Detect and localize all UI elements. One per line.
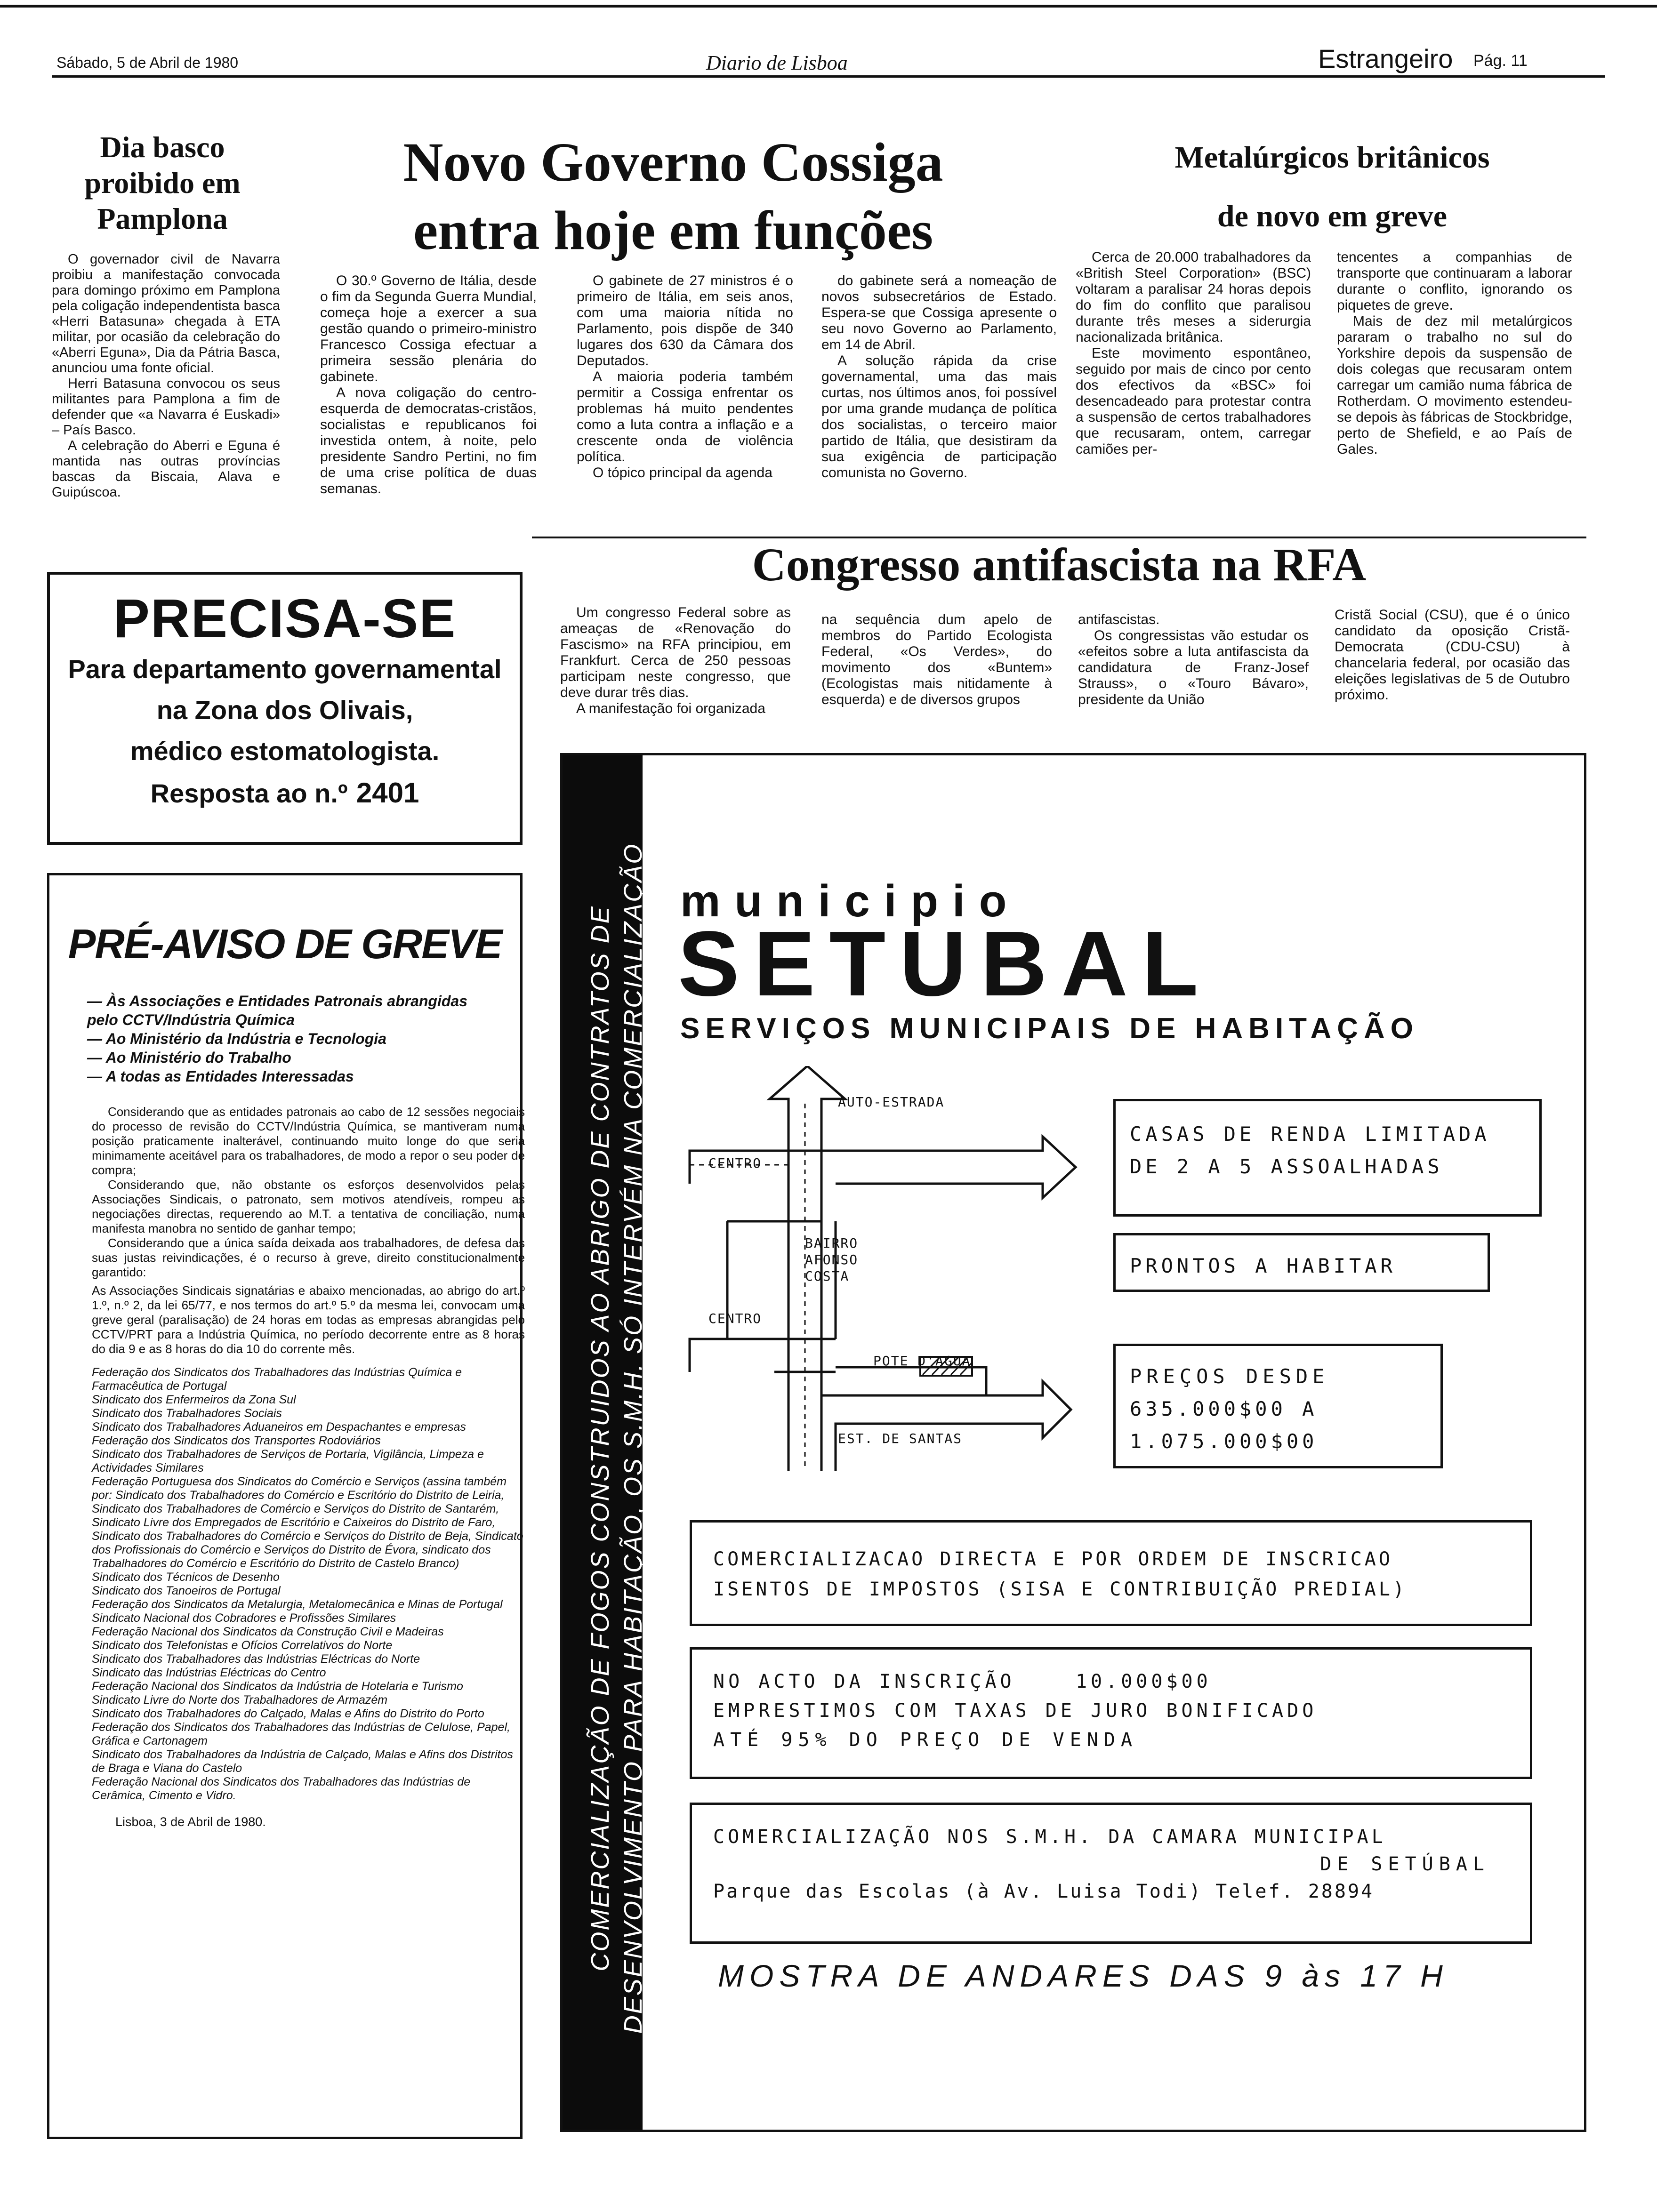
signatory: Sindicato Livre do Norte dos Trabalhadores de Armazém [92, 1693, 388, 1707]
mostra-andares: MOSTRA DE ANDARES DAS 9 às 17 H [718, 1958, 1448, 1993]
precisa-ref-label: Resposta ao n.º [150, 778, 348, 808]
smh-line-1: COMERCIALIZAÇÃO NOS S.M.H. DA CAMARA MUNICIPAL [713, 1826, 1386, 1848]
renda-line-2: DE 2 A 5 ASSOALHADAS [1130, 1155, 1443, 1178]
map-auto-estrada: AUTO-ESTRADA [838, 1094, 945, 1110]
map-bairro-3: COSTA [805, 1268, 850, 1284]
acto-line-2: EMPRESTIMOS COM TAXAS DE JURO BONIFICADO [713, 1700, 1318, 1722]
basco-headline: Dia basco proibido em Pamplona [84, 130, 241, 235]
signatory: Sindicato dos Trabalhadores de Serviços de Portaria, Vigilância, Limpeza e Actividades Similares [92, 1448, 484, 1475]
basco-p3: A celebração do Aberri e Eguna é mantida nas outras províncias bascas da Biscaia, Alava e Guipúscoa. [52, 438, 280, 500]
precos-line-2: 635.000$00 A [1130, 1397, 1318, 1420]
smh-line-3: Parque das Escolas (à Av. Luisa Todi) Telef. 28894 [713, 1881, 1375, 1902]
rfa-col1-p2: A manifestação foi organizada [576, 701, 765, 716]
cossiga-col3-p1: do gabinete será a nomeação de novos subsecretários de Estado. Espera-se que Cossiga apresente o seu novo Governo ao Parlamento, em 14 de Abril. [821, 273, 1057, 353]
cossiga-col2-p1: O gabinete de 27 ministros é o primeiro de Itália, em seis anos, com uma maioria nítida no Parlamento, pois dispõe de 340 lugares dos 630 da Câmara dos Deputados. [577, 273, 793, 369]
signatory: Federação dos Sindicatos dos Trabalhadores das Indústrias Química e Farmacêutica de Portugal [92, 1366, 462, 1393]
municipio-label: municipio [680, 876, 1021, 926]
cossiga-col3-p2: A solução rápida da crise governamental, uma das mais curtas, nos últimos anos, foi possível por uma grande mudança de política dos socialistas, o terceiro maior partido de Itália, que desistiram da sua exigência de participação comunista no Governo. [821, 353, 1057, 481]
signatory: Sindicato dos Trabalhadores Aduaneiros em Despachantes e empresas [92, 1420, 466, 1434]
rfa-col1 [560, 605, 791, 717]
metal-headline-1: Metalúrgicos britânicos [1174, 140, 1490, 175]
prontos-line: PRONTOS A HABITAR [1130, 1254, 1396, 1277]
cossiga-col1-p1: O 30.º Governo de Itália, desde o fim da Segunda Guerra Mundial, começa hoje a exercer a sua gestão quando o primeiro-ministro Francesco Cossiga efectuar a primeira sessão plenária do gabinete. [320, 273, 537, 385]
precisa-line3: médico estomatologista. [130, 736, 440, 766]
rfa-col3-p1: antifascistas. [1078, 612, 1160, 627]
map-pote: POTE D'AGUA [873, 1353, 971, 1369]
cossiga-headline-1: Novo Governo Cossiga [403, 131, 943, 193]
signatory: Sindicato dos Tanoeiros de Portugal [92, 1584, 281, 1597]
precisa-line4 [50, 777, 520, 809]
header-rule [52, 75, 1605, 78]
setubal-title: SETUBAL [678, 912, 1213, 1015]
setubal-subtitle: SERVIÇOS MUNICIPAIS DE HABITAÇÃO [680, 1012, 1419, 1045]
greve-notice [47, 873, 523, 2139]
acto-line-3: ATÉ 95% DO PREÇO DE VENDA [713, 1729, 1138, 1751]
rfa-col4-p1: Cristã Social (CSU), que é o único candidato da oposição Cristã-Democrata (CDU-CSU) à chancelaria federal, por ocasião das eleições legislativas de 5 de Outubro próximo. [1335, 607, 1570, 703]
signatory: Sindicato dos Trabalhadores Sociais [92, 1407, 282, 1420]
signatory: Sindicato das Indústrias Eléctricas do Centro [92, 1666, 326, 1679]
precisa-ad [47, 572, 523, 845]
signatory: Sindicato dos Trabalhadores do Calçado, Malas e Afins do Distrito do Porto [92, 1707, 484, 1720]
signatory: Sindicato dos Trabalhadores da Indústria de Calçado, Malas e Afins dos Distritos de Braga e Viana do Castelo [92, 1748, 513, 1775]
smh-line-2: DE SETÚBAL [1320, 1853, 1490, 1875]
basco-p1: O governador civil de Navarra proibiu a manifestação convocada para domingo próximo em Pamplona pela coligação independentista basca «Herri Batasuna» chegada à ETA militar, por ocasião da celebração do «Aberri Eguna», Dia da Pátria Basca, anunciou uma fonte oficial. [52, 252, 280, 376]
precisa-line1: Para departamento governamental [68, 654, 502, 684]
precos-line-1: PREÇOS DESDE [1130, 1365, 1329, 1388]
location-map [680, 1066, 1174, 1471]
comerc-line-1: COMERCIALIZACAO DIRECTA E POR ORDEM DE INSCRICAO [713, 1548, 1393, 1570]
greve-signatories [92, 1366, 525, 1803]
cossiga-col2-p2: A maioria poderia também permitir a Cossiga enfrentar os problemas há muito pendentes como a luta contra a inflação e a crescente onda de violência política. [577, 369, 793, 465]
greve-body-p2: Considerando que, não obstante os esforços desenvolvidos pelas Associações Sindicais, o patronato, sem motivos atendíveis, rompeu as negociações directas, requerendo ao M.T. a tentativa de conciliação, numa manifesta manobra no sentido de ganhar tempo; [92, 1178, 525, 1235]
cossiga-col2-p3: O tópico principal da agenda [593, 465, 772, 481]
metal-col1 [1076, 249, 1311, 457]
map-centro-1: CENTRO [708, 1155, 762, 1171]
greve-addressee-3: — Ao Ministério do Trabalho [87, 1049, 291, 1066]
masthead: Diario de Lisboa [706, 51, 848, 74]
greve-addressee-2: — Ao Ministério da Indústria e Tecnologia [87, 1030, 386, 1047]
renda-line-1: CASAS DE RENDA LIMITADA [1130, 1122, 1490, 1146]
basco-p2: Herri Batasuna convocou os seus militantes para Pamplona a fim de defender que «a Navarra é Euskadi» – País Basco. [52, 376, 280, 438]
greve-addressee-1: — Às Associações e Entidades Patronais abrangidas pelo CCTV/Indústria Química [87, 993, 467, 1028]
rfa-col2-p1: na sequência dum apelo de membros do Partido Ecologista Federal, «Os Verdes», do movimento dos «Buntem» (Ecologistas mais nitidamente à esquerda) e de diversos grupos [821, 612, 1052, 707]
inscricao-box [690, 1647, 1532, 1779]
metal-col2 [1337, 249, 1572, 457]
comercializacao-box [690, 1520, 1532, 1626]
signatory: Sindicato dos Telefonistas e Ofícios Correlativos do Norte [92, 1639, 393, 1652]
metal-headline-2: de novo em greve [1217, 199, 1448, 233]
greve-body-p3: Considerando que a única saída deixada aos trabalhadores, de defesa das suas justas reivindicações, é o recurso à greve, direito constitucionalmente garantido: [92, 1236, 525, 1279]
signatory: Federação dos Sindicatos dos Trabalhadores das Indústrias de Celulose, Papel, Gráfica e Cartonagem [92, 1721, 510, 1747]
rfa-col3 [1078, 612, 1309, 708]
signatory: Sindicato dos Trabalhadores das Indústrias Eléctricas do Norte [92, 1652, 420, 1666]
greve-signoff: Lisboa, 3 de Abril de 1980. [115, 1815, 266, 1829]
precisa-line2: na Zona dos Olivais, [156, 695, 413, 725]
signatory: Federação Nacional dos Sindicatos dos Trabalhadores das Indústrias de Cerâmica, Cimento e Vidro. [92, 1775, 471, 1802]
setubal-side-text-1: COMERCIALIZAÇÃO DE FOGOS CONSTRUIDOS AO ABRIGO DE CONTRATOS DE [586, 905, 614, 1972]
greve-addressees [87, 992, 483, 1086]
cossiga-col1-p2: A nova coligação do centro-esquerda de democratas-cristãos, socialistas e republicanos foi investida ontem, à noite, pelo presidente Sandro Pertini, no fim de uma crise política de duas semanas. [320, 385, 537, 497]
map-bairro-1: BAIRRO [805, 1235, 859, 1251]
rfa-headline: Congresso antifascista na RFA [752, 538, 1367, 591]
precisa-title: PRECISA-SE [113, 588, 457, 649]
precos-line-3: 1.075.000$00 [1130, 1430, 1318, 1453]
centro-road-lower [690, 1339, 836, 1372]
precos-box [1113, 1344, 1443, 1468]
comerc-line-2: ISENTOS DE IMPOSTOS (SISA E CONTRIBUIÇÃO PREDIAL) [713, 1579, 1408, 1600]
signatory: Sindicato dos Enfermeiros da Zona Sul [92, 1393, 296, 1406]
section-name: Estrangeiro [1318, 44, 1453, 73]
cossiga-headline-2: entra hoje em funções [413, 200, 933, 261]
map-roads [690, 1066, 1076, 1471]
cossiga-col1 [320, 273, 537, 497]
signatory: Federação Nacional dos Sindicatos da Indústria de Hotelaria e Turismo [92, 1680, 463, 1693]
setubal-side-text-2: DESENVOLVIMENTO PARA HABITAÇÃO, OS S.M.H. SÓ INTERVÉM NA COMERCIALIZAÇÃO [619, 842, 647, 2034]
basco-body [52, 252, 280, 500]
signatory: Federação dos Sindicatos da Metalurgia, Metalomecânica e Minas de Portugal [92, 1598, 503, 1611]
setubal-ad [560, 753, 1586, 2132]
top-rule [0, 5, 1657, 8]
header-date: Sábado, 5 de Abril de 1980 [56, 54, 239, 71]
rfa-col4 [1335, 607, 1570, 703]
cossiga-col3 [821, 273, 1057, 481]
greve-addressee-4: — A todas as Entidades Interessadas [87, 1068, 354, 1085]
rfa-col1-p1: Um congresso Federal sobre as ameaças de «Renovação do Fascismo» na RFA principiou, em Frankfurt. Cerca de 250 pessoas participam neste congresso, que deve durar três dias. [560, 605, 791, 700]
prontos-box [1113, 1233, 1490, 1292]
map-centro-2: CENTRO [708, 1311, 762, 1326]
signatory: Sindicato Nacional dos Cobradores e Profissões Similares [92, 1611, 396, 1625]
rfa-col3-p2: Os congressistas vão estudar os «efeitos sobre a luta antifascista da candidatura de Franz-Josef Strauss», o «Touro Bávaro», presidente da União [1078, 628, 1309, 707]
greve-body [92, 1105, 525, 1356]
signatory: Federação Nacional dos Sindicatos da Construção Civil e Madeiras [92, 1625, 444, 1638]
map-est-santas: EST. DE SANTAS [838, 1431, 963, 1446]
precisa-ref-number: 2401 [356, 777, 419, 809]
smh-contact-box [690, 1803, 1532, 1944]
metal-col2-p1: tencentes a companhias de transporte que continuaram a laborar durante o conflito, ignorando os piquetes de greve. [1337, 249, 1572, 313]
page-number: Pág. 11 [1473, 52, 1528, 70]
signatory: Sindicato dos Técnicos de Desenho [92, 1571, 280, 1584]
rfa-col2 [821, 612, 1052, 708]
metal-col2-p2: Mais de dez mil metalúrgicos pararam o trabalho no sul do Yorkshire depois da suspensão de dois colegas que recusaram ontem carregar um camião numa fábrica de Rotherdam. O movimento estendeu-se depois às fábricas de Stockbridge, perto de Shefield, e ao País de Gales. [1337, 313, 1572, 457]
acto-line-1: NO ACTO DA INSCRIÇÃO 10.000$00 [713, 1671, 1212, 1692]
greve-body-p1: Considerando que as entidades patronais ao cabo de 12 sessões negociais do processo de revisão do CCTV/Indústria Química, se mantiveram numa posição praticamente inalterável, continuando muito longe do que seria minimamente aceitável para os trabalhadores, de modo a repor o seu poder de compra; [92, 1105, 525, 1177]
signatory: Federação Portuguesa dos Sindicatos do Comércio e Serviços (assina também por: Sindicato dos Trabalhadores do Comércio e Escritório do Distrito de Leiria, Sindicato dos Trabalhadores de Comércio e Serviços do Distrito de Santarém, Sindicato Livre dos Empregados de Escritório e Caixeiros do Distrito de Faro, Sindicato dos Trabalhadores do Comércio e Serviços do Distrito de Beja, Sindicato dos Profissionais do Comércio e Serviços do Distrito de Évora, sindicato dos Trabalhadores do Comércio e Escritório do Distrito de Castelo Branco) [92, 1475, 523, 1570]
greve-title: PRÉ-AVISO DE GREVE [68, 921, 502, 967]
cossiga-col2 [577, 273, 793, 481]
renda-box [1113, 1099, 1542, 1217]
metal-col1-p2: Este movimento espontâneo, seguido por mais de cinco por cento dos efectivos da «BSC» foi desencadeado para protestar contra a suspensão de certos trabalhadores que recusaram, ontem, carregar camiões per- [1076, 345, 1311, 457]
est-santas-road [821, 1381, 1071, 1471]
greve-body-p4: As Associações Sindicais signatárias e abaixo mencionadas, ao abrigo do art.º 1.º, n.º 2, da lei 65/77, e nos termos do art.º 5.º da mesma lei, convocam uma greve geral (paralisação) de 24 horas em todas as empresas abrangidas pelo CCTV/PRT para a Indústria Química, no período decorrente entre as 8 horas do dia 9 e as 8 horas do dia 10 do corrente mês. [92, 1283, 525, 1356]
map-bairro-2: AFONSO [805, 1252, 859, 1267]
metal-col1-p1: Cerca de 20.000 trabalhadores da «British Steel Corporation» (BSC) voltaram a paralisar 24 horas depois do fim do conflito que paralisou durante três meses a siderurgia nacionalizada britânica. [1076, 249, 1311, 345]
signatory: Federação dos Sindicatos dos Transportes Rodoviários [92, 1434, 381, 1447]
